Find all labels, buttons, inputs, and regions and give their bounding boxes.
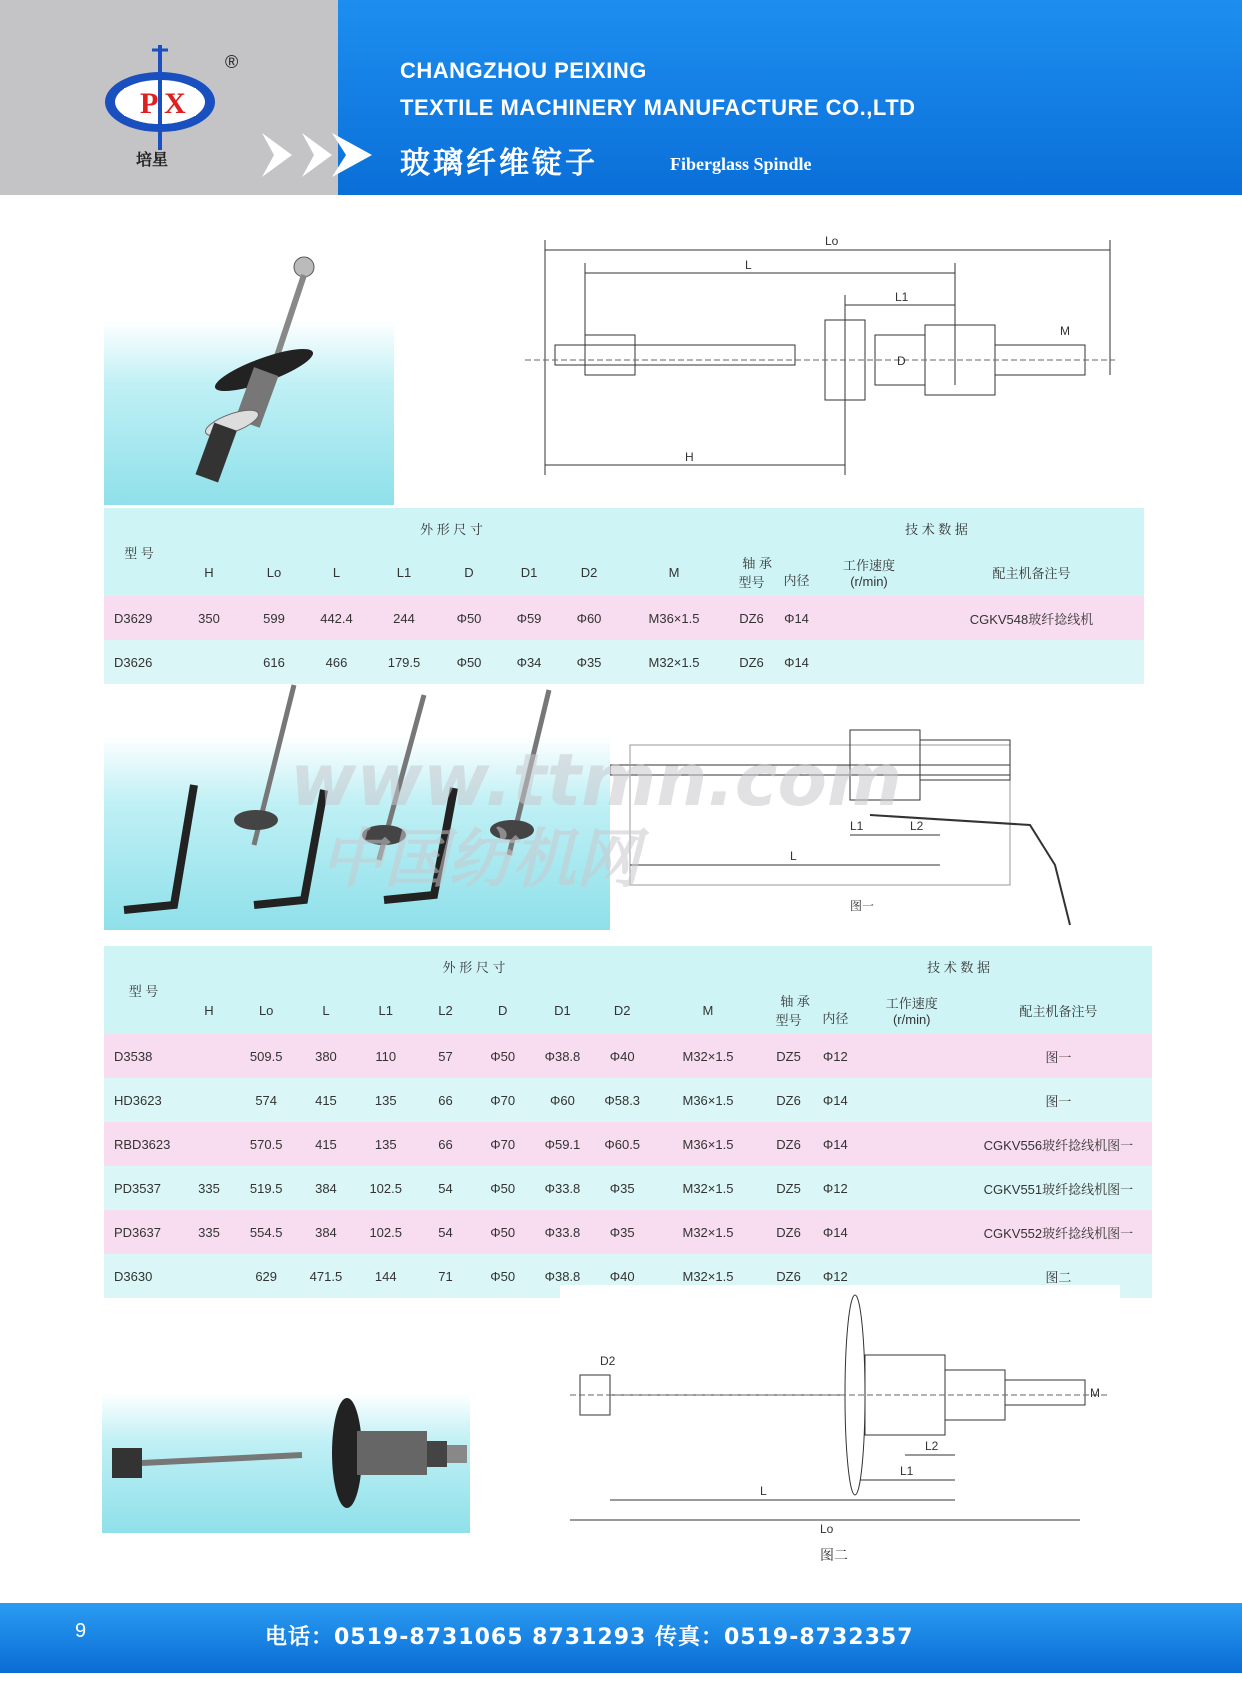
logo-cn-text: 培星 (136, 150, 169, 169)
dim-L: L (790, 849, 797, 863)
cell: M32×1.5 (619, 640, 729, 684)
bearing-bore-label: 内径 (783, 573, 810, 588)
dim-L1: L1 (900, 1464, 914, 1478)
watermark-url: www.ttmn.com (290, 738, 902, 822)
cell: Φ58.3 (594, 1078, 651, 1122)
col-header-speed (819, 548, 919, 596)
spec-table-1 (104, 508, 1144, 684)
cell: 102.5 (355, 1166, 417, 1210)
cell: Φ38.8 (531, 1034, 593, 1078)
bearing-label: 轴 承 (780, 994, 810, 1009)
logo-letters: P X (140, 87, 186, 120)
col-header: D2 (594, 986, 651, 1034)
cell-model: D3538 (104, 1034, 183, 1078)
cell: DZ6 (765, 1254, 812, 1298)
cell-model: HD3623 (104, 1078, 183, 1122)
cell: DZ6 (765, 1210, 812, 1254)
dim-L1: L1 (895, 290, 909, 304)
dim-Lo: Lo (820, 1522, 834, 1536)
cell: 471.5 (297, 1254, 354, 1298)
cell: M32×1.5 (651, 1166, 765, 1210)
table-row (104, 596, 1144, 640)
product-title-cn: 玻璃纤维锭子 (400, 146, 598, 181)
cell: Φ12 (812, 1254, 859, 1298)
spindle-photo-1 (104, 320, 394, 505)
cell (859, 1166, 965, 1210)
cell: 616 (244, 640, 304, 684)
cell (819, 640, 919, 684)
dim-D: D (897, 354, 906, 368)
table1-group-tech: 技 术 数 据 (729, 508, 1144, 548)
cell: Φ12 (812, 1034, 859, 1078)
cell: CGKV548玻纤捻线机 (919, 596, 1144, 640)
cell: CGKV556玻纤捻线机图一 (965, 1122, 1152, 1166)
company-name-line1: CHANGZHOU PEIXING (400, 58, 647, 83)
cell: M36×1.5 (619, 596, 729, 640)
cell: 179.5 (369, 640, 439, 684)
cell (919, 640, 1144, 684)
cell: CGKV551玻纤捻线机图一 (965, 1166, 1152, 1210)
col-header: M (619, 548, 729, 596)
cell: Φ14 (774, 596, 819, 640)
cell: Φ40 (594, 1034, 651, 1078)
cell: 66 (417, 1122, 474, 1166)
cell: 519.5 (235, 1166, 297, 1210)
table-row (104, 1034, 1152, 1078)
cell: 380 (297, 1034, 354, 1078)
technical-drawing-3 (560, 1285, 1120, 1540)
cell: 574 (235, 1078, 297, 1122)
cell: Φ34 (499, 640, 559, 684)
cell: Φ60 (559, 596, 619, 640)
figure-1-caption: 图一 (850, 899, 875, 913)
col-header-bore (812, 986, 859, 1034)
watermark (290, 740, 902, 900)
cell: 415 (297, 1078, 354, 1122)
table1-header-row (104, 548, 1144, 596)
cell (819, 596, 919, 640)
spindle-group-a (124, 685, 294, 910)
col-header: D2 (559, 548, 619, 596)
dim-Lo: Lo (825, 234, 839, 248)
cell: Φ38.8 (531, 1254, 593, 1298)
cell: DZ6 (765, 1122, 812, 1166)
cell (183, 1122, 235, 1166)
cell: M36×1.5 (651, 1078, 765, 1122)
cell: Φ14 (812, 1122, 859, 1166)
cell: Φ60.5 (594, 1122, 651, 1166)
cell: CGKV552玻纤捻线机图一 (965, 1210, 1152, 1254)
table2-group-tech: 技 术 数 据 (765, 946, 1152, 986)
cell: 509.5 (235, 1034, 297, 1078)
cell: 71 (417, 1254, 474, 1298)
cell: Φ40 (594, 1254, 651, 1298)
bearing-type-label: 型号 (738, 575, 765, 590)
cell: Φ12 (812, 1166, 859, 1210)
cell: 570.5 (235, 1122, 297, 1166)
cell: 57 (417, 1034, 474, 1078)
cell: Φ33.8 (531, 1166, 593, 1210)
cell: 110 (355, 1034, 417, 1078)
cell (859, 1210, 965, 1254)
cell (183, 1034, 235, 1078)
dim-M: M (1090, 1386, 1100, 1400)
dim-L2: L2 (910, 819, 924, 833)
cell: M32×1.5 (651, 1210, 765, 1254)
cell: 66 (417, 1078, 474, 1122)
cell: 图一 (965, 1034, 1152, 1078)
cell: Φ14 (812, 1078, 859, 1122)
cell: Φ50 (474, 1210, 531, 1254)
figure-2-caption: 图二 (820, 1548, 848, 1564)
dim-L: L (745, 258, 752, 272)
cell: Φ50 (439, 596, 499, 640)
cell: Φ14 (774, 640, 819, 684)
cell: Φ59 (499, 596, 559, 640)
table-row (104, 1210, 1152, 1254)
cell (859, 1034, 965, 1078)
cell: 54 (417, 1210, 474, 1254)
cell: Φ50 (474, 1166, 531, 1210)
cell: Φ35 (594, 1210, 651, 1254)
speed-unit: (r/min) (892, 1012, 931, 1027)
col-header-bearing (765, 986, 812, 1034)
col-header: L2 (417, 986, 474, 1034)
col-header: D (439, 548, 499, 596)
col-header: L (304, 548, 369, 596)
speed-label: 工作速度 (842, 558, 895, 573)
cell: Φ70 (474, 1122, 531, 1166)
table-row (104, 1078, 1152, 1122)
col-header: H (183, 986, 235, 1034)
cell: Φ50 (474, 1034, 531, 1078)
table2-model-header: 型 号 (104, 946, 183, 1034)
cell: 384 (297, 1210, 354, 1254)
cell: 599 (244, 596, 304, 640)
cell: Φ35 (594, 1166, 651, 1210)
cell-model: RBD3623 (104, 1122, 183, 1166)
speed-label: 工作速度 (885, 996, 938, 1011)
dim-L1: L1 (850, 819, 864, 833)
dim-H: H (685, 450, 694, 464)
company-name-line2: TEXTILE MACHINERY MANUFACTURE CO.,LTD (400, 95, 916, 120)
bearing-label: 轴 承 (742, 556, 772, 571)
cell: DZ5 (765, 1166, 812, 1210)
col-header: Lo (244, 548, 304, 596)
cell: 135 (355, 1122, 417, 1166)
cell: 335 (183, 1210, 235, 1254)
cell: 335 (183, 1166, 235, 1210)
cell: 554.5 (235, 1210, 297, 1254)
col-header: M (651, 986, 765, 1034)
cell-model: D3630 (104, 1254, 183, 1298)
table2-group-dims: 外 形 尺 寸 (183, 946, 765, 986)
dim-M: M (1060, 324, 1070, 338)
col-header: D (474, 986, 531, 1034)
registered-mark: ® (225, 52, 239, 72)
spec-table-2 (104, 946, 1152, 1298)
cell: 图一 (965, 1078, 1152, 1122)
cell: 244 (369, 596, 439, 640)
spindle-photo-3 (102, 1393, 470, 1533)
technical-drawing-1 (525, 225, 1115, 495)
col-header: D1 (499, 548, 559, 596)
chevron-arrows-icon (262, 125, 382, 185)
col-header: L (297, 986, 354, 1034)
cell: 135 (355, 1078, 417, 1122)
cell: 442.4 (304, 596, 369, 640)
dim-D2: D2 (600, 1354, 616, 1368)
cell-model: PD3637 (104, 1210, 183, 1254)
cell-model: D3626 (104, 640, 174, 684)
cell-model: PD3537 (104, 1166, 183, 1210)
cell: Φ70 (474, 1078, 531, 1122)
cell (183, 1078, 235, 1122)
cell: 102.5 (355, 1210, 417, 1254)
cell: 629 (235, 1254, 297, 1298)
col-header: D1 (531, 986, 593, 1034)
cell: DZ6 (729, 596, 774, 640)
cell: Φ14 (812, 1210, 859, 1254)
cell-model: D3629 (104, 596, 174, 640)
col-header-bearing (729, 548, 774, 596)
cell: M36×1.5 (651, 1122, 765, 1166)
cell: M32×1.5 (651, 1254, 765, 1298)
cell: DZ6 (765, 1078, 812, 1122)
page-number: 9 (75, 1620, 87, 1642)
table1-group-dims: 外 形 尺 寸 (174, 508, 729, 548)
table-row (104, 1166, 1152, 1210)
cell: Φ50 (439, 640, 499, 684)
cell: 图二 (965, 1254, 1152, 1298)
dim-L: L (760, 1484, 767, 1498)
cell: M32×1.5 (651, 1034, 765, 1078)
cell: Φ59.1 (531, 1122, 593, 1166)
cell: DZ6 (729, 640, 774, 684)
col-header-remark: 配主机备注号 (919, 548, 1144, 596)
table1-model-header: 型 号 (104, 508, 174, 596)
cell: 466 (304, 640, 369, 684)
col-header: Lo (235, 986, 297, 1034)
cell: DZ5 (765, 1034, 812, 1078)
cell (859, 1122, 965, 1166)
table2-header-row (104, 986, 1152, 1034)
col-header: L1 (355, 986, 417, 1034)
cell: 144 (355, 1254, 417, 1298)
cell: 415 (297, 1122, 354, 1166)
cell: Φ60 (531, 1078, 593, 1122)
bearing-type-label: 型号 (775, 1013, 802, 1028)
cell (183, 1254, 235, 1298)
cell: Φ35 (559, 640, 619, 684)
col-header-bore (774, 548, 819, 596)
table-row (104, 1122, 1152, 1166)
dim-L2: L2 (925, 1439, 939, 1453)
speed-unit: (r/min) (850, 574, 888, 589)
cell: Φ33.8 (531, 1210, 593, 1254)
col-header-remark: 配主机备注号 (965, 986, 1152, 1034)
cell: 350 (174, 596, 244, 640)
product-title-en: Fiberglass Spindle (670, 154, 812, 174)
watermark-cn: 中国纺机网 (320, 823, 640, 897)
company-logo (100, 40, 240, 170)
bearing-bore-label: 内径 (822, 1011, 849, 1026)
contact-info: 电话：0519-8731065 8731293 传真：0519-8732357 (265, 1625, 914, 1650)
cell: 384 (297, 1166, 354, 1210)
col-header-speed (859, 986, 965, 1034)
cell: Φ50 (474, 1254, 531, 1298)
col-header: L1 (369, 548, 439, 596)
cell: 54 (417, 1166, 474, 1210)
cell (859, 1078, 965, 1122)
col-header: H (174, 548, 244, 596)
